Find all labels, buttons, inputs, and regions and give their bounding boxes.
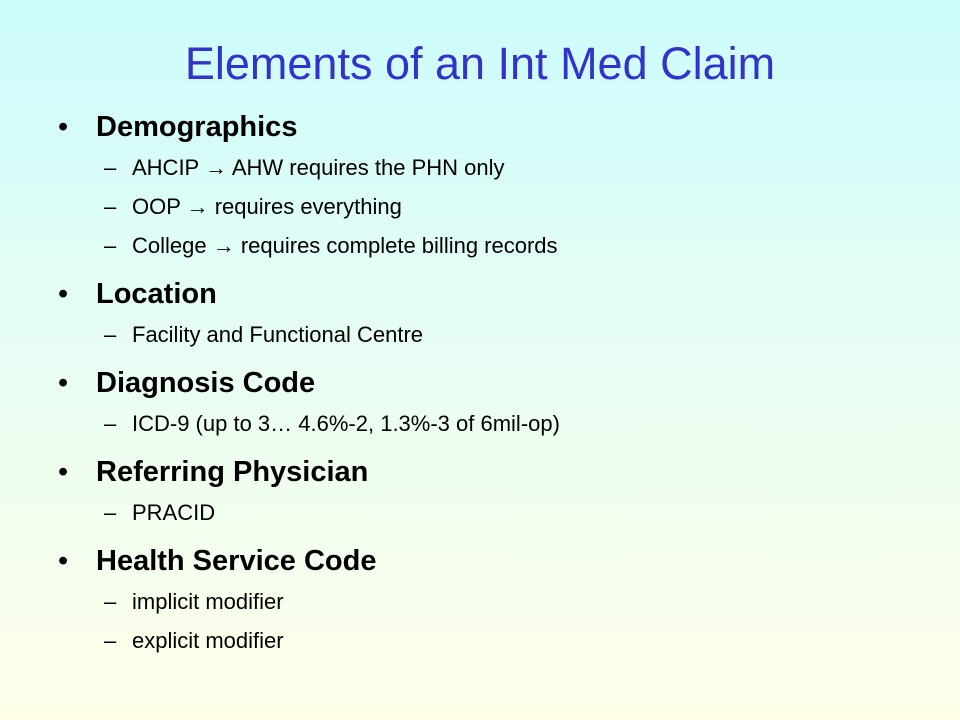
item-label: Referring Physician — [96, 456, 369, 488]
item-label: Location — [96, 278, 217, 310]
item-heading — [58, 362, 938, 404]
list-item-health-service-code — [58, 540, 938, 660]
list-item-referring-physician — [58, 451, 938, 532]
dash-icon: – — [104, 411, 117, 436]
item-heading — [58, 106, 938, 148]
sub-item — [58, 315, 938, 354]
sub-item — [58, 493, 938, 532]
item-heading — [58, 451, 938, 493]
sub-item-text: OOP → requires everything — [132, 194, 402, 219]
bullet-icon: • — [58, 367, 69, 399]
bullet-icon: • — [58, 545, 69, 577]
sub-item-text: College → requires complete billing records — [132, 233, 558, 258]
bullet-icon: • — [58, 456, 69, 488]
dash-icon: – — [104, 194, 117, 219]
dash-icon: – — [104, 589, 117, 614]
dash-icon: – — [104, 322, 117, 347]
item-label: Health Service Code — [96, 545, 377, 577]
item-heading — [58, 540, 938, 582]
bullet-icon: • — [58, 278, 69, 310]
item-heading — [58, 273, 938, 315]
sub-item — [58, 187, 938, 226]
sub-item — [58, 226, 938, 265]
list-item-demographics — [58, 106, 938, 265]
item-label: Demographics — [96, 111, 298, 143]
sub-item — [58, 621, 938, 660]
sub-item-text: AHCIP → AHW requires the PHN only — [132, 155, 505, 180]
bullet-icon: • — [58, 111, 69, 143]
sub-item — [58, 148, 938, 187]
sub-list — [58, 148, 938, 265]
sub-list — [58, 493, 938, 532]
sub-item-text: PRACID — [132, 500, 216, 525]
bullet-list — [58, 106, 938, 668]
sub-item-text: explicit modifier — [132, 628, 284, 653]
sub-list — [58, 315, 938, 354]
item-label: Diagnosis Code — [96, 367, 316, 399]
sub-list — [58, 582, 938, 660]
dash-icon: – — [104, 500, 117, 525]
list-item-location — [58, 273, 938, 354]
dash-icon: – — [104, 628, 117, 653]
sub-item — [58, 582, 938, 621]
sub-item — [58, 404, 938, 443]
sub-item-text: Facility and Functional Centre — [132, 322, 424, 347]
sub-item-text: implicit modifier — [132, 589, 284, 614]
sub-item-text: ICD-9 (up to 3… 4.6%-2, 1.3%-3 of 6mil-op) — [132, 411, 560, 436]
sub-list — [58, 404, 938, 443]
list-item-diagnosis-code — [58, 362, 938, 443]
slide-title: Elements of an Int Med Claim — [184, 38, 776, 89]
dash-icon: – — [104, 233, 117, 258]
dash-icon: – — [104, 155, 117, 180]
